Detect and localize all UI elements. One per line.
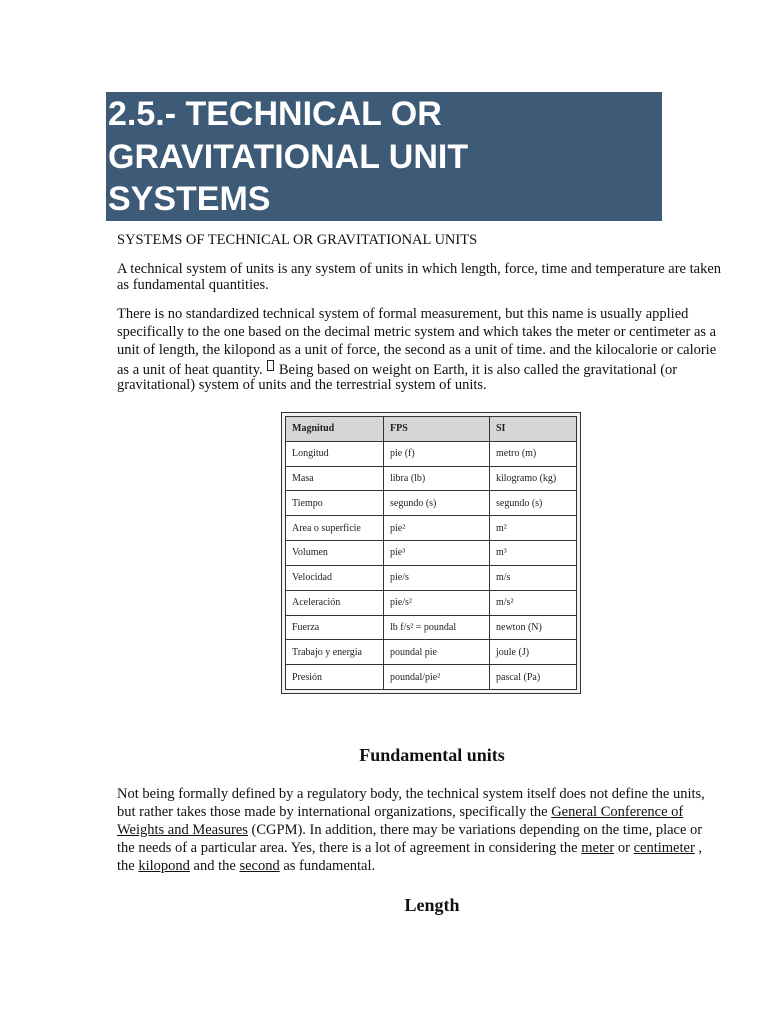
- paragraph-line: A technical system of units is any system of units in which length, force, time and temperature are taken: [117, 261, 722, 277]
- heading-fundamental-units: Fundamental units: [359, 745, 505, 765]
- subheading: SYSTEMS OF TECHNICAL OR GRAVITATIONAL UNITS: [117, 232, 478, 248]
- units-table: [285, 416, 577, 690]
- paragraph-text: but rather takes those made by international organizations, specifically the: [117, 804, 552, 820]
- table-row: [286, 665, 577, 690]
- table-cell: kilogramo (kg): [490, 466, 577, 491]
- table-cell: Masa: [286, 466, 384, 491]
- table-cell: Velocidad: [286, 565, 384, 590]
- link-kilopond[interactable]: kilopond: [138, 858, 190, 874]
- table-cell: poundal/pie²: [384, 665, 490, 690]
- table-cell: libra (lb): [384, 466, 490, 491]
- table-row: [286, 541, 577, 566]
- table-cell: Trabajo y energía: [286, 640, 384, 665]
- paragraph-line: [117, 840, 702, 857]
- table-cell: Longitud: [286, 441, 384, 466]
- paragraph-line: [117, 858, 375, 875]
- table-cell: pie/s: [384, 565, 490, 590]
- table-row: [286, 565, 577, 590]
- table-cell: Presión: [286, 665, 384, 690]
- table-cell: pie (f): [384, 441, 490, 466]
- table-cell: Tiempo: [286, 491, 384, 516]
- table-cell: segundo (s): [490, 491, 577, 516]
- table-cell: Fuerza: [286, 615, 384, 640]
- table-row: [286, 640, 577, 665]
- paragraph-line: unit of length, the kilopond as a unit of force, the second as a unit of time. and the kilocalorie or calorie: [117, 342, 717, 358]
- table-cell: Aceleración: [286, 590, 384, 615]
- section-title-line-1: 2.5.- TECHNICAL OR: [108, 95, 442, 133]
- table-row: [286, 491, 577, 516]
- table-cell: m/s: [490, 565, 577, 590]
- section-title-line-3: SYSTEMS: [108, 180, 271, 218]
- table-cell: pascal (Pa): [490, 665, 577, 690]
- paragraph-text: the needs of a particular area. Yes, there is a lot of agreement in considering the: [117, 840, 582, 856]
- table-cell: poundal pie: [384, 640, 490, 665]
- paragraph-line: as fundamental quantities.: [117, 277, 269, 293]
- table-header-cell: FPS: [384, 417, 490, 442]
- paragraph-line: [117, 804, 683, 821]
- paragraph-line: Not being formally defined by a regulatory body, the technical system itself does not define the units,: [117, 786, 705, 802]
- link-meter[interactable]: meter: [581, 840, 615, 856]
- table-cell: pie/s²: [384, 590, 490, 615]
- section-title-line-2: GRAVITATIONAL UNIT: [108, 138, 469, 176]
- paragraph-text: the: [117, 858, 139, 874]
- table-cell: m³: [490, 541, 577, 566]
- table-cell: lb f/s² = poundal: [384, 615, 490, 640]
- table-row: [286, 466, 577, 491]
- table-row: [286, 590, 577, 615]
- paragraph-text: Being based on weight on Earth, it is also called the gravitational (or: [278, 362, 678, 378]
- paragraph-text: ,: [694, 840, 703, 856]
- link-centimeter[interactable]: centimeter: [633, 840, 695, 856]
- table-row: [286, 441, 577, 466]
- table-cell: newton (N): [490, 615, 577, 640]
- table-header-cell: SI: [490, 417, 577, 442]
- table-header-row: [286, 417, 577, 442]
- link-second[interactable]: second: [239, 858, 280, 874]
- table-cell: joule (J): [490, 640, 577, 665]
- paragraph-text: and the: [189, 858, 240, 874]
- table-cell: pie³: [384, 541, 490, 566]
- missing-glyph-icon: [267, 360, 274, 371]
- section-title-banner: [106, 92, 662, 221]
- paragraph-line: There is no standardized technical system of formal measurement, but this name is usually applied: [117, 306, 689, 322]
- link-general-conference[interactable]: General Conference of: [551, 804, 684, 820]
- table-cell: pie²: [384, 516, 490, 541]
- table-cell: segundo (s): [384, 491, 490, 516]
- table-row: [286, 516, 577, 541]
- table-cell: Volumen: [286, 541, 384, 566]
- table-row: [286, 615, 577, 640]
- heading-length: Length: [404, 895, 460, 915]
- table-header-cell: Magnitud: [286, 417, 384, 442]
- paragraph-line: [117, 822, 702, 839]
- link-weights-and-measures[interactable]: Weights and Measures: [117, 822, 248, 838]
- paragraph-line: specifically to the one based on the decimal metric system and which takes the meter or centimeter as a: [117, 324, 717, 340]
- paragraph-text: or: [614, 840, 634, 856]
- table-cell: metro (m): [490, 441, 577, 466]
- paragraph-text: as a unit of heat quantity.: [117, 362, 263, 378]
- table-cell: Area o superficie: [286, 516, 384, 541]
- paragraph-line: gravitational) system of units and the terrestrial system of units.: [117, 377, 487, 393]
- paragraph-text: as fundamental.: [279, 858, 376, 874]
- table-cell: m²: [490, 516, 577, 541]
- units-table-image: [281, 412, 581, 694]
- table-cell: m/s²: [490, 590, 577, 615]
- paragraph-text: (CGPM). In addition, there may be variations depending on the time, place or: [247, 822, 703, 838]
